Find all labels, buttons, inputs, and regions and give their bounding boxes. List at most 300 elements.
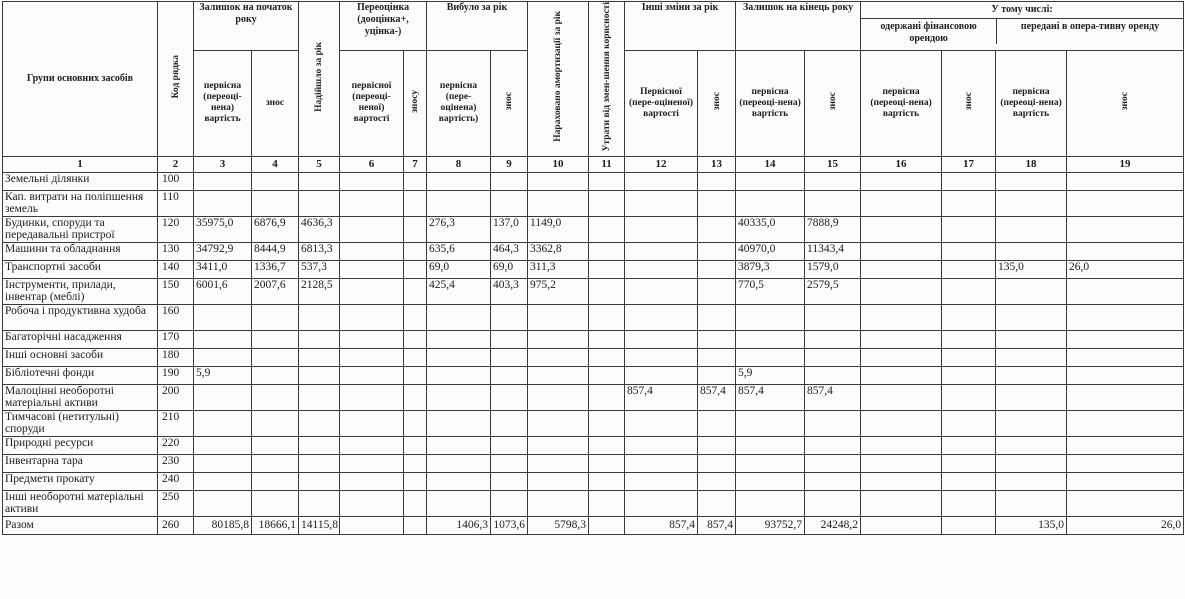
cell-value [404,490,427,516]
cell-value [861,516,942,534]
cell-value [1067,330,1184,348]
cell-value [698,436,736,454]
cell-value [589,472,625,490]
cell-value [589,278,625,304]
cell-value [736,330,805,348]
column-number: 13 [698,156,736,172]
cell-value [299,384,340,410]
cell-value [299,490,340,516]
cell-value [625,190,698,216]
cell-value [861,216,942,242]
cell-value: 464,3 [491,242,528,260]
cell-value [805,304,861,330]
cell-value: 1406,3 [427,516,491,534]
cell-value [942,172,996,190]
cell-value [299,172,340,190]
cell-value [805,454,861,472]
cell-value [427,330,491,348]
cell-value [805,410,861,436]
cell-value: 5798,3 [528,516,589,534]
cell-value: 40335,0 [736,216,805,242]
cell-value: 857,4 [736,384,805,410]
table-row [3,260,1184,278]
column-number: 15 [805,156,861,172]
cell-value [194,172,252,190]
cell-value [340,366,404,384]
cell-value [625,436,698,454]
table-row [3,410,1184,436]
cell-value: 6876,9 [252,216,299,242]
cell-value [996,278,1067,304]
cell-value [996,216,1067,242]
cell-value [589,216,625,242]
cell-value [942,242,996,260]
cell-value [996,366,1067,384]
cell-value [996,490,1067,516]
table-row [3,436,1184,454]
row-code: 170 [158,330,194,348]
header-other-changes: Інші зміни за рік [625,2,736,51]
cell-value [491,454,528,472]
cell-value [861,330,942,348]
sub-oplease-original: первісна (переоці-нена) вартість [996,51,1067,156]
cell-value [996,384,1067,410]
asset-group-name: Інші основні засоби [3,348,158,366]
row-code: 160 [158,304,194,330]
column-number: 3 [194,156,252,172]
cell-value: 35975,0 [194,216,252,242]
cell-value: 425,4 [427,278,491,304]
cell-value [340,260,404,278]
asset-group-name: Транспортні засоби [3,260,158,278]
cell-value [491,366,528,384]
cell-value [427,384,491,410]
sub-reval-wear: зносу [404,51,427,156]
cell-value [589,454,625,472]
cell-value [1067,242,1184,260]
asset-group-name: Будинки, споруди та передавальні пристрої [3,216,158,242]
cell-value [404,190,427,216]
cell-value [805,190,861,216]
cell-value [404,278,427,304]
cell-value [736,490,805,516]
cell-value [996,472,1067,490]
column-number: 4 [252,156,299,172]
cell-value [589,260,625,278]
cell-value [340,436,404,454]
cell-value: 3362,8 [528,242,589,260]
column-number: 18 [996,156,1067,172]
cell-value [252,490,299,516]
column-numbers-row [3,156,1184,172]
column-number: 8 [427,156,491,172]
cell-value [625,304,698,330]
cell-value [528,348,589,366]
cell-value: 857,4 [625,516,698,534]
row-code: 200 [158,384,194,410]
cell-value [1067,436,1184,454]
column-number: 17 [942,156,996,172]
cell-value [861,384,942,410]
cell-value [528,330,589,348]
cell-value [625,278,698,304]
cell-value [861,172,942,190]
cell-value: 93752,7 [736,516,805,534]
asset-group-name: Разом [3,516,158,534]
sub-start-wear: знос [252,51,299,156]
cell-value [299,472,340,490]
row-code: 240 [158,472,194,490]
cell-value: 137,0 [491,216,528,242]
row-code: 230 [158,454,194,472]
cell-value: 5,9 [736,366,805,384]
cell-value [491,190,528,216]
cell-value [252,384,299,410]
sub-finlease-original: первісна (переоці-нена) вартість [861,51,942,156]
cell-value [340,348,404,366]
cell-value [252,454,299,472]
cell-value [194,190,252,216]
cell-value [942,190,996,216]
cell-value: 3411,0 [194,260,252,278]
cell-value: 80185,8 [194,516,252,534]
cell-value [194,472,252,490]
cell-value [589,348,625,366]
cell-value: 635,6 [427,242,491,260]
asset-group-name: Інвентарна тара [3,454,158,472]
cell-value [698,242,736,260]
cell-value [861,490,942,516]
cell-value [942,454,996,472]
cell-value [861,190,942,216]
cell-value: 6813,3 [299,242,340,260]
cell-value [340,278,404,304]
cell-value [736,436,805,454]
column-number: 6 [340,156,404,172]
row-code: 150 [158,278,194,304]
cell-value [427,190,491,216]
cell-value [996,330,1067,348]
cell-value [404,260,427,278]
cell-value [1067,304,1184,330]
cell-value [252,348,299,366]
cell-value [589,410,625,436]
header-including [861,2,1184,51]
cell-value [340,216,404,242]
table-row [3,348,1184,366]
table-row [3,366,1184,384]
cell-value [996,410,1067,436]
table-row [3,384,1184,410]
cell-value [528,384,589,410]
column-number: 11 [589,156,625,172]
cell-value [340,384,404,410]
cell-value [736,348,805,366]
cell-value [698,330,736,348]
cell-value [299,366,340,384]
cell-value [942,216,996,242]
column-number: 9 [491,156,528,172]
column-number: 16 [861,156,942,172]
cell-value [528,436,589,454]
cell-value [996,436,1067,454]
row-code: 110 [158,190,194,216]
cell-value: 69,0 [491,260,528,278]
cell-value: 770,5 [736,278,805,304]
cell-value: 857,4 [625,384,698,410]
cell-value [625,216,698,242]
cell-value [942,490,996,516]
cell-value [252,366,299,384]
header-operating-lease: передані в опера-тивну оренду [1020,21,1160,32]
cell-value [698,490,736,516]
cell-value [1067,216,1184,242]
cell-value: 1149,0 [528,216,589,242]
cell-value [996,304,1067,330]
cell-value [996,454,1067,472]
cell-value: 5,9 [194,366,252,384]
table-row [3,472,1184,490]
column-number: 5 [299,156,340,172]
cell-value [340,190,404,216]
cell-value [861,242,942,260]
cell-value [1067,410,1184,436]
cell-value [528,172,589,190]
cell-value [340,304,404,330]
cell-value [194,348,252,366]
header-end-year: Залишок на кінець року [736,2,861,51]
cell-value [528,190,589,216]
cell-value [427,366,491,384]
cell-value: 2007,6 [252,278,299,304]
cell-value [942,278,996,304]
cell-value [491,410,528,436]
row-code: 120 [158,216,194,242]
cell-value [491,436,528,454]
cell-value [427,304,491,330]
cell-value: 1579,0 [805,260,861,278]
cell-value [404,436,427,454]
cell-value [427,490,491,516]
sub-disposed-original: первісна (пере-оцінена) вартість) [427,51,491,156]
cell-value [805,436,861,454]
cell-value [491,172,528,190]
asset-group-name: Земельні ділянки [3,172,158,190]
cell-value [299,190,340,216]
cell-value: 1336,7 [252,260,299,278]
cell-value: 857,4 [698,516,736,534]
cell-value [698,454,736,472]
cell-value [942,436,996,454]
cell-value [625,330,698,348]
cell-value: 7888,9 [805,216,861,242]
cell-value: 4636,3 [299,216,340,242]
cell-value [427,172,491,190]
cell-value [736,172,805,190]
table-row [3,172,1184,190]
cell-value [698,304,736,330]
cell-value [1067,172,1184,190]
cell-value: 1073,6 [491,516,528,534]
cell-value: 40970,0 [736,242,805,260]
cell-value [805,490,861,516]
cell-value [1067,190,1184,216]
cell-value [528,410,589,436]
cell-value [805,330,861,348]
cell-value: 135,0 [996,260,1067,278]
cell-value [194,436,252,454]
cell-value: 11343,4 [805,242,861,260]
table-row [3,454,1184,472]
cell-value [404,410,427,436]
cell-value: 975,2 [528,278,589,304]
cell-value [404,304,427,330]
cell-value [589,436,625,454]
cell-value [625,172,698,190]
cell-value [404,472,427,490]
cell-value: 18666,1 [252,516,299,534]
cell-value [861,366,942,384]
row-code: 220 [158,436,194,454]
cell-value [736,190,805,216]
cell-value [252,410,299,436]
cell-value [942,516,996,534]
asset-group-name: Багаторічні насадження [3,330,158,348]
cell-value: 3879,3 [736,260,805,278]
row-code: 260 [158,516,194,534]
cell-value: 14115,8 [299,516,340,534]
cell-value [942,260,996,278]
asset-group-name: Інструменти, прилади, інвентар (меблі) [3,278,158,304]
cell-value [861,472,942,490]
column-number: 7 [404,156,427,172]
cell-value: 857,4 [698,384,736,410]
header-revaluation: Переоцінка (дооцінка+, уцінка-) [340,2,427,51]
cell-value [491,384,528,410]
row-code: 140 [158,260,194,278]
cell-value [340,410,404,436]
cell-value [805,172,861,190]
cell-value [194,410,252,436]
cell-value [589,190,625,216]
sub-finlease-wear: знос [942,51,996,156]
row-code: 250 [158,490,194,516]
cell-value [528,472,589,490]
cell-value [194,454,252,472]
cell-value [1067,384,1184,410]
asset-group-name: Інші необоротні матеріальні активи [3,490,158,516]
cell-value [589,366,625,384]
cell-value [625,410,698,436]
cell-value [194,490,252,516]
sub-reval-original: первісної (переоці-неної) вартості [340,51,404,156]
cell-value [942,472,996,490]
cell-value [861,436,942,454]
cell-value [698,472,736,490]
cell-value [427,436,491,454]
cell-value [1067,366,1184,384]
cell-value: 34792,9 [194,242,252,260]
column-number: 10 [528,156,589,172]
cell-value [589,516,625,534]
cell-value: 2128,5 [299,278,340,304]
asset-group-name: Машини та обладнання [3,242,158,260]
column-number: 14 [736,156,805,172]
cell-value [194,330,252,348]
sub-end-original: первісна (переоці-нена) вартість [736,51,805,156]
row-code: 100 [158,172,194,190]
cell-value [427,472,491,490]
cell-value [736,304,805,330]
cell-value [404,454,427,472]
cell-value [528,490,589,516]
cell-value [861,348,942,366]
cell-value [625,242,698,260]
cell-value [942,348,996,366]
cell-value [340,472,404,490]
cell-value [589,330,625,348]
cell-value [698,190,736,216]
row-code: 130 [158,242,194,260]
cell-value [996,190,1067,216]
table-body [3,172,1184,534]
row-code: 190 [158,366,194,384]
table-row [3,516,1184,534]
cell-value [698,348,736,366]
cell-value [404,516,427,534]
header-impairment: Утрати від змен-шення корисності [589,2,625,157]
cell-value [736,472,805,490]
cell-value [1067,490,1184,516]
table-row [3,242,1184,260]
cell-value [194,304,252,330]
table-row [3,304,1184,330]
cell-value [299,330,340,348]
column-number: 1 [3,156,158,172]
cell-value [736,454,805,472]
asset-group-name: Малоцінні необоротні матеріальні активи [3,384,158,410]
cell-value: 403,3 [491,278,528,304]
cell-value [625,260,698,278]
cell-value [942,330,996,348]
cell-value: 276,3 [427,216,491,242]
cell-value: 135,0 [996,516,1067,534]
cell-value [698,278,736,304]
cell-value [252,190,299,216]
header-finance-lease: одержані фінансовою орендою [861,19,997,44]
cell-value [491,472,528,490]
cell-value [1067,472,1184,490]
cell-value [589,242,625,260]
cell-value [252,304,299,330]
cell-value [491,330,528,348]
header-received: Надійшло за рік [299,2,340,157]
column-number: 19 [1067,156,1184,172]
cell-value [340,490,404,516]
cell-value: 8444,9 [252,242,299,260]
asset-group-name: Бібліотечні фонди [3,366,158,384]
cell-value [625,472,698,490]
cell-value [427,410,491,436]
cell-value [299,436,340,454]
cell-value [625,454,698,472]
cell-value [299,410,340,436]
cell-value [1067,278,1184,304]
cell-value [736,410,805,436]
cell-value [252,330,299,348]
sub-oplease-wear: знос [1067,51,1184,156]
cell-value [299,454,340,472]
